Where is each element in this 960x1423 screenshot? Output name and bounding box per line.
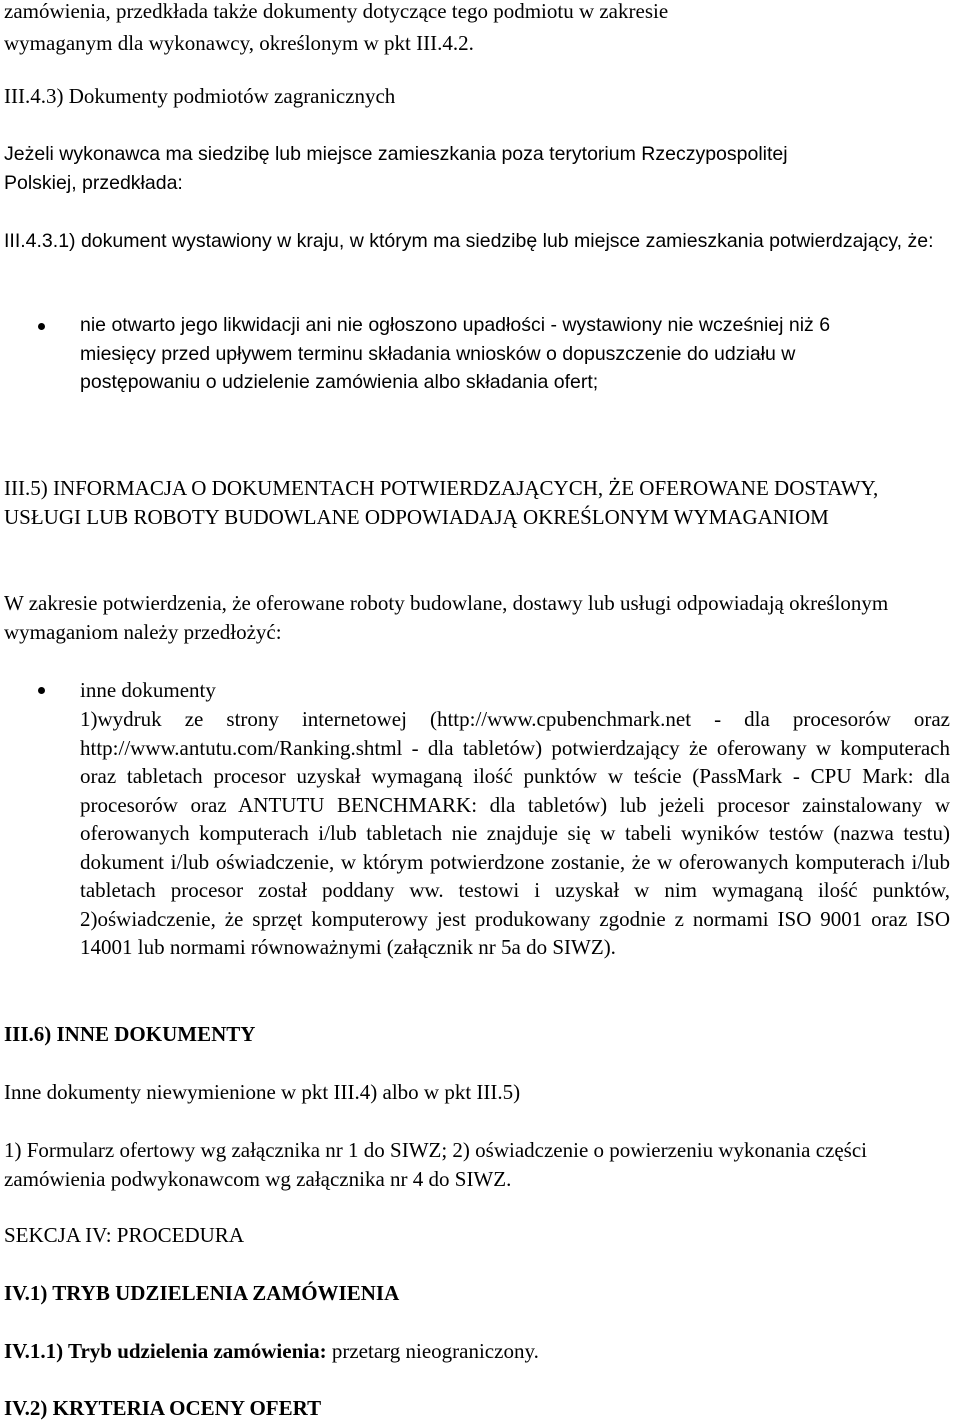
paragraph-other-docs-not-listed: Inne dokumenty niewymienione w pkt III.4) albo w pkt III.5): [4, 1080, 521, 1104]
bullet-icon: [38, 687, 45, 694]
heading-section-iv: SEKCJA IV: PROCEDURA: [4, 1223, 244, 1247]
paragraph-foreign-seat: Jeżeli wykonawca ma siedzibę lub miejsce zamieszkania poza terytorium Rzeczypospolitej Polskiej, przedkłada:: [4, 143, 788, 194]
paragraph-confirmation: W zakresie potwierdzenia, że oferowane roboty budowlane, dostawy lub usługi odpowiadają określonym wymaganiom należy przedłożyć:: [4, 591, 889, 644]
paragraph-forms-list: 1) Formularz ofertowy wg załącznika nr 1 do SIWZ; 2) oświadczenie o powierzeniu wykonania części zamówienia podwykonawcom wg załącznika nr 4 do SIWZ.: [4, 1138, 868, 1191]
heading-iv1-procedure-type: IV.1) TRYB UDZIELENIA ZAMÓWIENIA: [4, 1281, 400, 1305]
paragraph-iv11-procedure: [4, 1337, 956, 1366]
bullet-item-other-documents-body: 1)wydruk ze strony internetowej (http://www.cpubenchmark.net - dla procesorów oraz http://www.antutu.com/Ranking.shtml - dla tabletów) potwierdzający że oferowany w komputerach oraz tabletach procesor uzyskał wymaganą ilość punktów w teście (PassMark - CPU Mark: dla procesorów oraz ANTUTU BENCHMARK: dla tabletów) lub jeżeli procesor zainstalowany w oferowanych komputerach i/lub tabletach nie znajduje się w tabeli wyników testów (nazwa testu) dokument i/lub oświadczenie, w którym potwierdzone zostanie, że w oferowanych komputerach i/lub tabletach procesor został poddany ww. testowi i uzyskał w nim wymaganą ilość punktów, 2)oświadczenie, że sprzęt komputerowy jest produkowany zgodnie z normami ISO 9001 oraz ISO 14001 lub normami równoważnymi (załącznik nr 5a do SIWZ).: [80, 707, 950, 959]
paragraph-continuation-line2: wymaganym dla wykonawcy, określonym w pkt III.4.2.: [4, 31, 474, 55]
bullet-item-other-documents-title: inne dokumenty: [80, 678, 216, 702]
paragraph-continuation-line1: zamówienia, przedkłada także dokumenty dotyczące tego podmiotu w zakresie: [4, 0, 669, 23]
heading-iv2-criteria: IV.2) KRYTERIA OCENY OFERT: [4, 1396, 322, 1420]
bullet-item-liquidation: nie otwarto jego likwidacji ani nie ogłoszono upadłości - wystawiony nie wcześniej niż 6 miesięcy przed upływem terminu składania wniosków o dopuszczenie do udziału w postępowaniu o udzielenie zamówienia albo składania ofert;: [80, 314, 831, 393]
iv11-label: IV.1.1) Tryb udzielenia zamówienia:: [4, 1339, 327, 1363]
iv11-value: przetarg nieograniczony.: [326, 1339, 539, 1363]
heading-foreign-entities: III.4.3) Dokumenty podmiotów zagranicznych: [4, 84, 396, 108]
paragraph-document-issued: III.4.3.1) dokument wystawiony w kraju, w którym ma siedzibę lub miejsce zamieszkania potwierdzający, że:: [4, 230, 934, 252]
heading-iii6-other-documents: III.6) INNE DOKUMENTY: [4, 1022, 256, 1046]
heading-iii5-information: III.5) INFORMACJA O DOKUMENTACH POTWIERDZAJĄCYCH, ŻE OFEROWANE DOSTAWY, USŁUGI LUB ROBOTY BUDOWLANE ODPOWIADAJĄ OKREŚLONYM WYMAGANIOM: [4, 476, 879, 529]
bullet-icon: [38, 323, 45, 330]
